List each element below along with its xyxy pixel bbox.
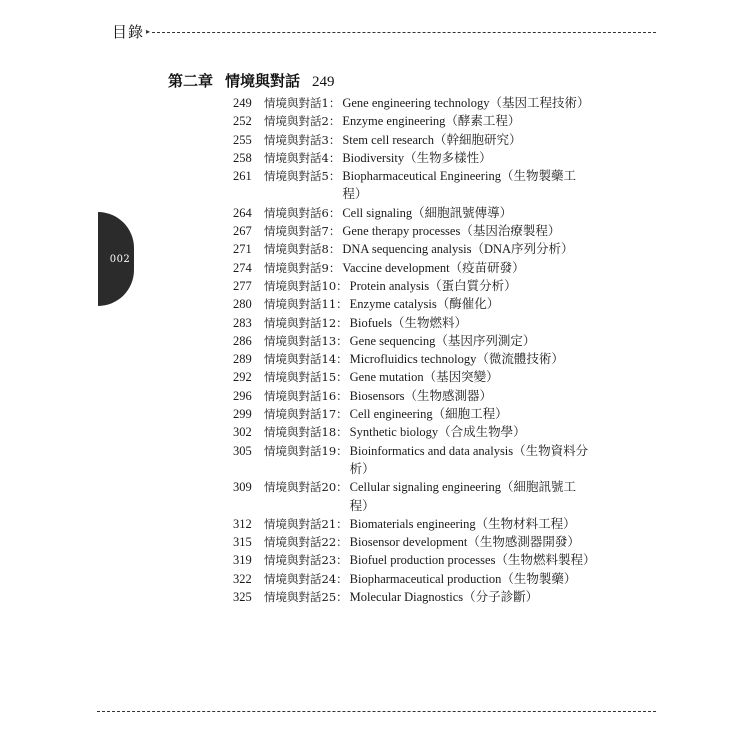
toc-entry-separator: ：	[336, 352, 348, 367]
toc-entry-page: 325	[233, 590, 252, 605]
toc-entry-label: 情境與對話12	[264, 315, 337, 330]
toc-entry[interactable]	[233, 350, 593, 368]
toc-entry[interactable]	[233, 204, 593, 222]
toc-entry[interactable]	[233, 240, 593, 258]
page-number: 002	[109, 253, 131, 265]
toc-entry-separator: ：	[336, 315, 348, 330]
toc-entry-label: 情境與對話22	[264, 535, 337, 550]
toc-entry-separator: ：	[336, 535, 348, 550]
toc-entry-page: 286	[233, 333, 252, 348]
toc-entry[interactable]	[233, 314, 593, 332]
toc-entry-title: Biosensors（生物感測器）	[349, 388, 493, 403]
toc-entry-title: Bioinformatics and data analysis（生物資料分析）	[349, 443, 589, 476]
toc-entry-title: Cell engineering（細胞工程）	[349, 407, 508, 422]
toc-entry-label: 情境與對話11	[264, 297, 337, 312]
toc-entry[interactable]	[233, 570, 593, 588]
toc-entry-separator: ：	[328, 260, 341, 275]
toc-entry-title: Biomaterials engineering（生物材料工程）	[349, 516, 576, 531]
toc-entry-page: 283	[233, 315, 252, 330]
toc-entry-separator: ：	[336, 480, 348, 495]
toc-entry-title: Biofuel production processes（生物燃料製程）	[349, 553, 596, 568]
toc-entry-label: 情境與對話10	[264, 278, 337, 293]
toc-entry[interactable]	[233, 295, 593, 313]
chapter-title: 情境與對話	[225, 72, 301, 90]
toc-entry-label: 情境與對話25	[264, 590, 337, 605]
toc-entry[interactable]	[233, 387, 593, 405]
toc-entry-page: 264	[233, 205, 252, 220]
toc-entry-title: Protein analysis（蛋白質分析）	[349, 278, 517, 293]
toc-entry-page: 305	[233, 443, 252, 458]
toc-entry-separator: ：	[336, 590, 348, 605]
toc-entry-title: Biopharmaceutical Engineering（生物製藥工程）	[342, 169, 576, 202]
toc-entry-page: 261	[233, 169, 252, 184]
toc-entry-label: 情境與對話21	[264, 516, 337, 531]
toc-entry-page: 299	[233, 407, 252, 422]
toc-entry-page: 274	[233, 260, 252, 275]
toc-entry[interactable]	[233, 94, 593, 112]
toc-entry-label: 情境與對話20	[264, 480, 337, 495]
toc-entry-separator: ：	[336, 571, 348, 586]
toc-entry-title: Stem cell research（幹細胞研究）	[342, 132, 522, 147]
toc-entry-page: 271	[233, 242, 252, 257]
toc-entry[interactable]	[233, 588, 593, 606]
toc-entry-separator: ：	[336, 333, 348, 348]
header-arrow-icon: ▸	[146, 26, 151, 36]
toc-entry-separator: ：	[336, 370, 348, 385]
toc-entry-separator: ：	[328, 114, 341, 129]
toc-entry-label: 情境與對話14	[264, 352, 337, 367]
toc-entry-separator: ：	[336, 516, 348, 531]
toc-entry-separator: ：	[336, 553, 348, 568]
toc-entry[interactable]	[233, 277, 593, 295]
toc-entry[interactable]	[233, 423, 593, 441]
toc-entry-separator: ：	[328, 224, 341, 239]
toc-entry-label: 情境與對話19	[264, 443, 337, 458]
toc-entry-title: Biosensor development（生物感測器開發）	[349, 535, 580, 550]
toc-entry-label: 情境與對話3	[264, 132, 329, 147]
toc-entry-title: Cell signaling（細胞訊號傳導）	[342, 205, 513, 220]
toc-entry-label: 情境與對話16	[264, 388, 337, 403]
toc-entry-separator: ：	[336, 425, 348, 440]
toc-entry-page: 280	[233, 297, 252, 312]
toc-entry-title: Gene therapy processes（基因治療製程）	[342, 224, 561, 239]
toc-entry-page: 289	[233, 352, 252, 367]
toc-entry-label: 情境與對話17	[264, 407, 337, 422]
toc-entry[interactable]	[233, 442, 593, 479]
toc-entry-label: 情境與對話18	[264, 425, 337, 440]
toc-entry-page: 277	[233, 278, 252, 293]
toc-entry-label: 情境與對話4	[264, 150, 329, 165]
chapter-label: 第二章	[168, 72, 214, 90]
toc-entry-title: Gene sequencing（基因序列測定）	[349, 333, 536, 348]
toc-entry-title: Molecular Diagnostics（分子診斷）	[349, 590, 539, 605]
page-header	[112, 20, 656, 42]
toc-list	[233, 94, 596, 606]
toc-entry-title: Biodiversity（生物多樣性）	[342, 150, 492, 165]
toc-entry-label: 情境與對話7	[264, 224, 329, 239]
toc-entry-title: Microfluidics technology（微流體技術）	[349, 352, 564, 367]
toc-entry-page: 302	[233, 425, 252, 440]
toc-entry[interactable]	[233, 478, 593, 515]
toc-entry-page: 267	[233, 224, 252, 239]
toc-entry-page: 322	[233, 571, 252, 586]
toc-entry-page: 252	[233, 114, 252, 129]
toc-entry[interactable]	[233, 368, 593, 386]
header-dashed-rule	[152, 32, 656, 33]
toc-entry-separator: ：	[328, 150, 341, 165]
toc-entry-page: 258	[233, 150, 252, 165]
toc-entry-title: Gene engineering technology（基因工程技術）	[342, 96, 590, 110]
chapter-heading	[168, 70, 335, 91]
toc-entry[interactable]	[233, 149, 593, 167]
toc-entry-label: 情境與對話2	[264, 114, 329, 129]
toc-entry-title: Gene mutation（基因突變）	[349, 370, 499, 385]
toc-entry-label: 情境與對話15	[264, 370, 337, 385]
toc-entry-separator: ：	[328, 169, 341, 184]
toc-entry-page: 309	[233, 480, 252, 495]
toc-entry-separator: ：	[336, 443, 348, 458]
toc-entry-title: Biopharmaceutical production（生物製藥）	[349, 571, 577, 586]
toc-entry-label: 情境與對話24	[264, 571, 337, 586]
toc-entry-label: 情境與對話5	[264, 169, 329, 184]
toc-entry[interactable]	[233, 259, 593, 277]
toc-entry[interactable]	[233, 515, 593, 533]
toc-entry-title: Synthetic biology（合成生物學）	[349, 425, 526, 440]
toc-entry-separator: ：	[336, 278, 348, 293]
toc-entry[interactable]	[233, 405, 593, 423]
toc-entry-separator: ：	[328, 132, 341, 147]
page-number-tab	[98, 212, 134, 306]
header-title: 目錄	[112, 22, 145, 41]
toc-entry-title: DNA sequencing analysis（DNA序列分析）	[342, 242, 574, 257]
toc-entry[interactable]	[233, 551, 596, 569]
toc-entry-separator: ：	[336, 407, 348, 422]
footer-dashed-rule	[97, 711, 656, 712]
toc-entry-title: Vaccine development（疫苗研發）	[342, 260, 525, 275]
toc-entry-label: 情境與對話8	[264, 242, 329, 257]
toc-entry-page: 292	[233, 370, 252, 385]
toc-entry-label: 情境與對話6	[264, 205, 329, 220]
toc-entry-separator: ：	[328, 205, 341, 220]
toc-entry-title: Enzyme engineering（酵素工程）	[342, 114, 521, 129]
toc-entry-separator: ：	[328, 96, 341, 110]
toc-entry[interactable]	[233, 332, 593, 350]
toc-entry-page: 255	[233, 132, 252, 147]
toc-entry-page: 315	[233, 535, 252, 550]
toc-entry-label: 情境與對話13	[264, 333, 337, 348]
toc-entry-label: 情境與對話23	[264, 553, 337, 568]
toc-entry-title: Enzyme catalysis（酶催化）	[349, 297, 500, 312]
toc-entry-page: 296	[233, 388, 252, 403]
toc-entry[interactable]	[233, 167, 593, 204]
toc-entry-page: 312	[233, 516, 252, 531]
toc-entry-page: 319	[233, 553, 252, 568]
toc-entry[interactable]	[233, 131, 593, 149]
toc-entry-page: 249	[233, 96, 252, 110]
toc-entry[interactable]	[233, 112, 593, 130]
toc-entry-title: Biofuels（生物燃料）	[349, 315, 467, 330]
toc-entry[interactable]	[233, 222, 593, 240]
toc-entry-separator: ：	[336, 388, 348, 403]
toc-entry[interactable]	[233, 533, 593, 551]
toc-entry-label: 情境與對話9	[264, 260, 329, 275]
toc-entry-separator: ：	[336, 297, 348, 312]
toc-entry-separator: ：	[328, 242, 341, 257]
toc-entry-title: Cellular signaling engineering（細胞訊號工程）	[349, 480, 576, 513]
chapter-page-number: 249	[312, 74, 335, 90]
toc-entry-label: 情境與對話1	[264, 96, 329, 110]
